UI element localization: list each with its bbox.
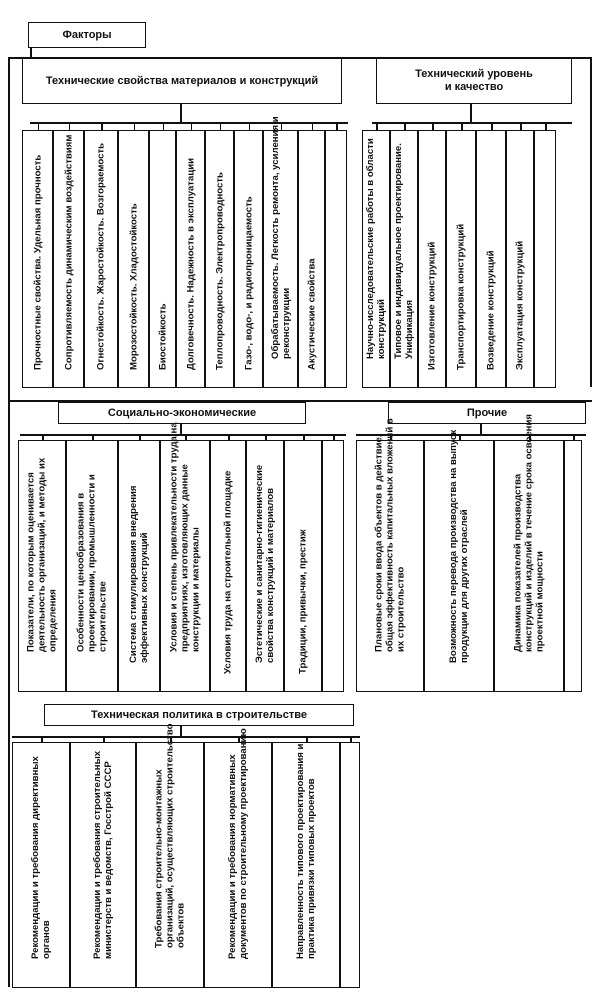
technical-property-item-7	[205, 130, 234, 388]
technical-level-item-6	[506, 130, 534, 388]
technical-property-item-9-label: Обрабатываемость. Легкость ремонта, усиления и реконструкции	[269, 116, 292, 359]
technical-property-item-1-label: Прочностные свойства. Удельная прочность	[32, 154, 43, 370]
technical-level-item-7	[534, 130, 556, 388]
technical-property-item-6-label: Долговечность. Надежность в эксплуатации	[185, 157, 196, 370]
technical-level-item-5-label: Возведение конструкций	[485, 250, 497, 370]
technical-property-item-2	[53, 130, 84, 388]
root-factors-label: Факторы	[62, 28, 112, 41]
technical-property-item-4	[118, 130, 149, 388]
technical-level-item-2-label: Типовое и индивидуальное проектирование. Унификация	[393, 143, 415, 359]
socio-economic-item-2	[66, 440, 118, 692]
tech-policy-item-1	[12, 742, 70, 988]
technical-property-item-4-label: Морозостойкость. Хладостойкость	[128, 203, 139, 370]
technical-level-title-1: Технический уровень	[415, 68, 533, 80]
tech-policy-title: Техническая политика в строительстве	[91, 708, 307, 721]
socio-economic-item-2-label: Особенности ценообразования в проектировании, промышленности и строительстве	[75, 474, 109, 652]
technical-property-item-1	[22, 130, 53, 388]
tech-policy-item-6	[340, 742, 360, 988]
technical-property-item-5-label: Биостойкость	[157, 303, 168, 370]
technical-property-item-7-label: Теплопроводность. Электропроводность	[214, 172, 225, 370]
technical-property-item-8	[234, 130, 263, 388]
root-factors-box	[28, 22, 146, 48]
technical-properties-title: Технические свойства материалов и конструкций	[45, 74, 319, 87]
technical-level-title-2: и качество	[444, 81, 504, 93]
technical-level-item-5	[476, 130, 506, 388]
technical-level-item-1-label: Научно-исследовательские работы в области конструкций	[365, 138, 387, 359]
socio-economic-item-8	[322, 440, 344, 692]
technical-level-item-3	[418, 130, 446, 388]
other-item-1	[356, 418, 424, 692]
socio-economic-item-5-label: Условия труда на строительной площадке	[222, 470, 234, 674]
socio-economic-item-7-label: Традиции, привычки, престиж	[297, 529, 309, 674]
other-item-2	[424, 429, 494, 692]
other-title: Прочие	[466, 406, 508, 419]
other-header	[388, 402, 586, 424]
technical-level-item-3-label: Изготовление конструкций	[426, 241, 438, 370]
technical-property-item-6	[176, 130, 205, 388]
technical-property-item-8-label: Газо-, водо-, и радиопроницаемость	[243, 196, 254, 370]
socio-economic-item-7	[284, 440, 322, 692]
technical-property-item-10-label: Акустические свойства	[306, 258, 317, 370]
technical-property-item-10	[298, 130, 325, 388]
tech-policy-item-4-label: Рекомендации и требования нормативных документов по строительному проектированию	[227, 728, 249, 959]
tech-policy-item-2-label: Рекомендации и требования строительных министерств и ведомств, Госстрой СССР	[92, 750, 114, 959]
technical-level-item-4	[446, 130, 476, 388]
technical-level-item-2	[390, 130, 418, 388]
technical-property-item-11	[325, 130, 347, 388]
tech-policy-item-4	[204, 728, 272, 988]
technical-level-item-4-label: Транспортировка конструкций	[455, 223, 467, 370]
tech-policy-item-1-label: Рекомендации и требования директивных органов	[30, 756, 52, 959]
tech-policy-item-5-label: Направленность типового проектирования и практика привязки типовых проектов	[295, 743, 317, 959]
tech-policy-header	[44, 704, 354, 726]
socio-economic-item-3-label: Система стимулирования внедрения эффективных конструкций	[128, 485, 150, 663]
technical-level-header	[376, 58, 572, 104]
technical-property-item-3	[84, 130, 118, 388]
socio-economic-item-4-label: Условия и степень привлекательности труда на предприятиях, изготовляющих данные конструкции и материалы	[168, 422, 202, 652]
other-item-3	[494, 414, 564, 692]
other-item-2-label: Возможность перевода производства на выпуск продукции для других отраслей	[448, 429, 470, 663]
technical-property-item-5	[149, 130, 176, 388]
technical-property-item-9	[263, 116, 298, 388]
socio-economic-item-6	[246, 440, 284, 692]
technical-level-item-6-label: Эксплуатация конструкций	[514, 240, 526, 370]
socio-economic-item-5	[210, 440, 246, 692]
technical-level-item-1	[362, 130, 390, 388]
other-item-4	[564, 440, 582, 692]
socio-economic-item-1	[18, 440, 66, 692]
tech-policy-item-3	[136, 723, 204, 988]
socio-economic-item-4	[160, 422, 210, 692]
other-item-3-label: Динамика показателей производства конструкций и изделий в течение срока освоения проектной мощности	[512, 414, 546, 652]
technical-properties-header	[22, 58, 342, 104]
socio-economic-item-3	[118, 440, 160, 692]
socio-economic-item-6-label: Эстетические и санитарно-гигиенические свойства конструкций и материалов	[254, 464, 276, 663]
technical-property-item-3-label: Огнестойкость. Жаростойкость. Возгораемость	[95, 142, 107, 370]
tech-policy-item-2	[70, 742, 136, 988]
socio-economic-title: Социально-экономические	[107, 406, 257, 419]
other-item-1-label: Плановые сроки ввода объектов в действие, общая эффективность капитальных вложений в их строительство	[373, 418, 407, 652]
socio-economic-item-1-label: Показатели, по которым оценивается деятельность организаций, и методы их определения	[25, 457, 59, 652]
tech-policy-item-3-label: Требования строительно-монтажных организаций, осуществляющих строительство объектов	[153, 723, 187, 948]
tech-policy-item-5	[272, 742, 340, 988]
technical-property-item-2-label: Сопротивляемость динамическим воздействиям	[63, 134, 74, 370]
